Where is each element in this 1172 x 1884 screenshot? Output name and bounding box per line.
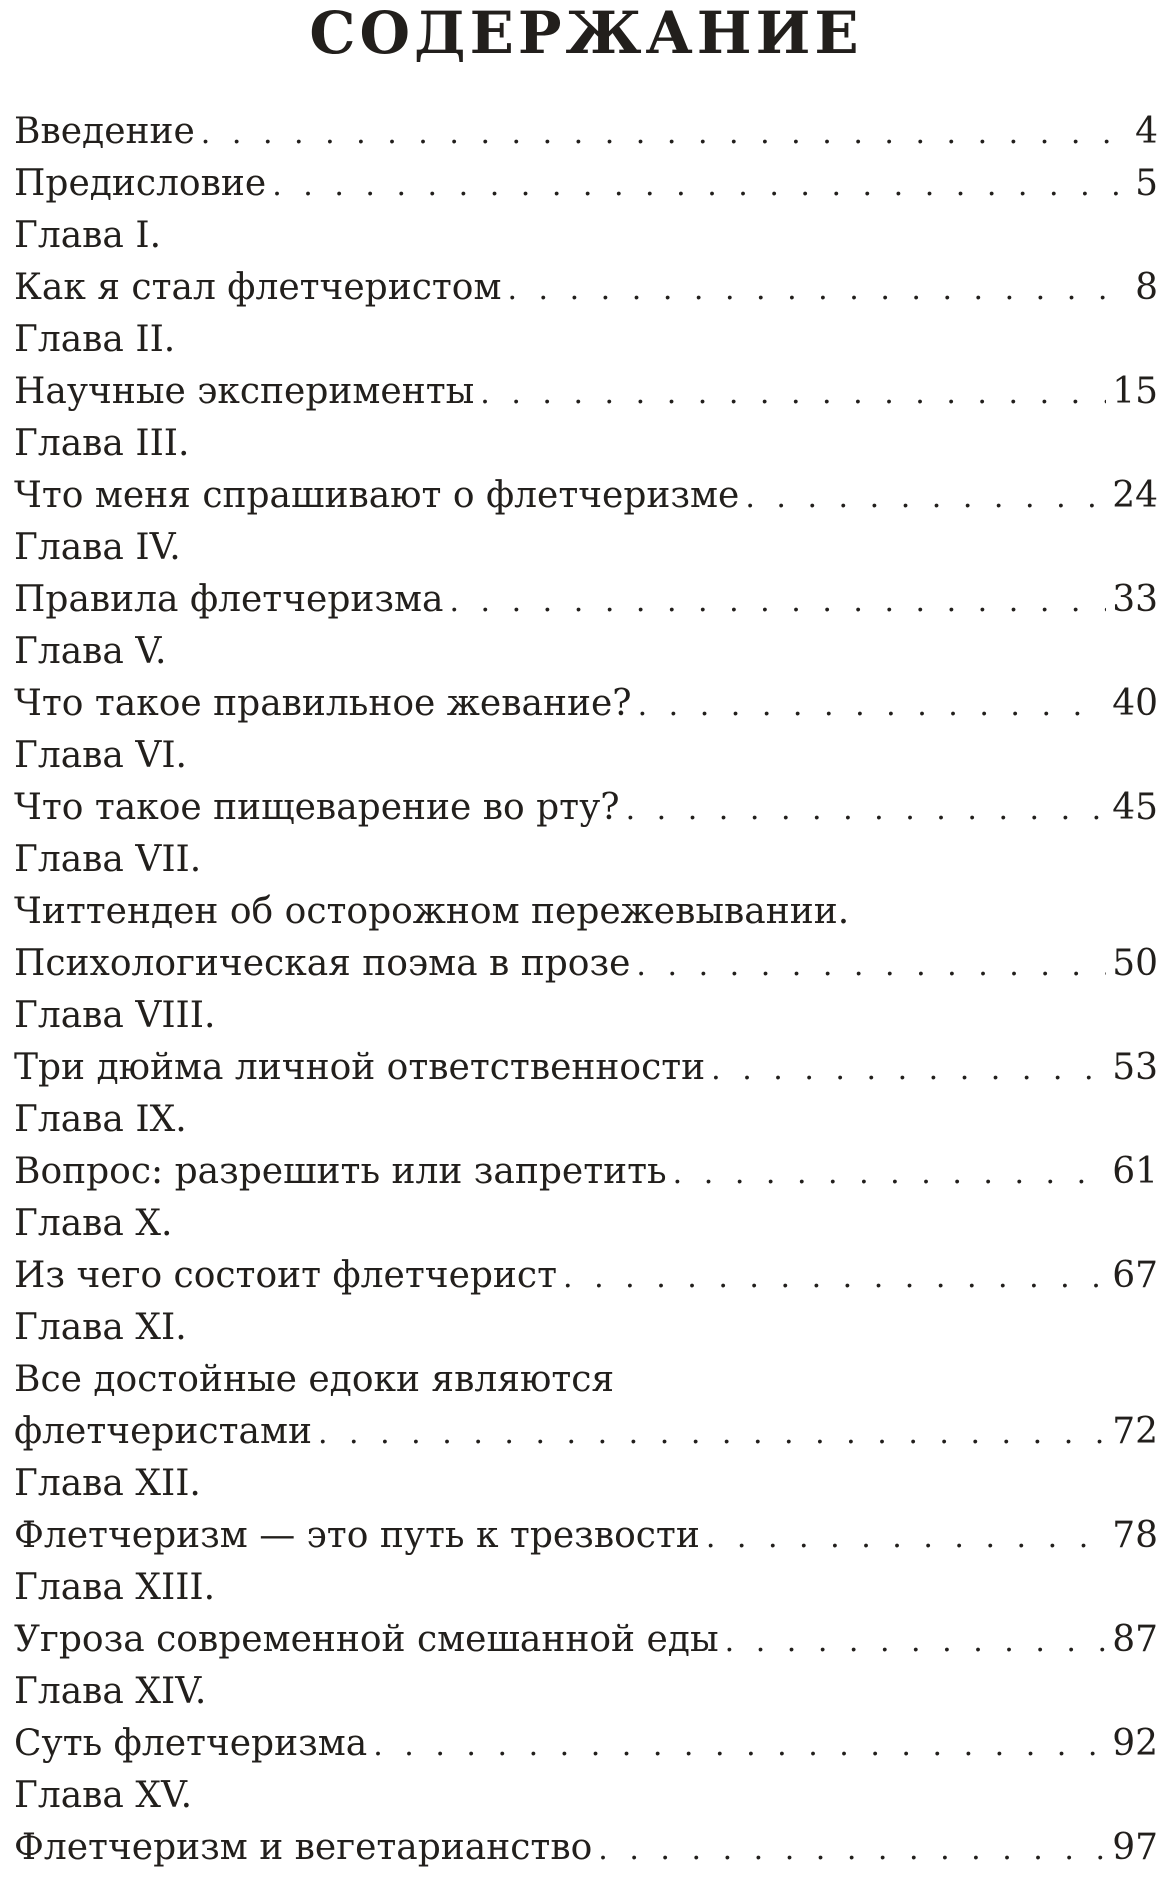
chapter-label: Глава VIII. xyxy=(14,995,216,1036)
toc-entry[interactable] xyxy=(14,158,1158,210)
dot-leader xyxy=(563,1252,1106,1304)
toc-entry[interactable] xyxy=(14,314,1158,418)
toc-entry-line xyxy=(14,1406,1158,1458)
toc-entry-line xyxy=(14,1718,1158,1770)
toc-entry[interactable] xyxy=(14,1458,1158,1562)
page-number: 61 xyxy=(1112,1151,1158,1192)
toc-entry[interactable] xyxy=(14,418,1158,522)
entry-title: Читтенден об осторожном пережевывании. xyxy=(14,891,850,932)
chapter-label: Глава XIII. xyxy=(14,1567,216,1608)
entry-title: Угроза современной смешанной еды xyxy=(14,1619,719,1660)
toc-entry-line xyxy=(14,1822,1158,1874)
toc-entry-line xyxy=(14,366,1158,418)
entry-title: Вопрос: разрешить или запретить xyxy=(14,1151,667,1192)
chapter-label: Глава XI. xyxy=(14,1307,187,1348)
entry-title: Предисловие xyxy=(14,163,267,204)
page-number: 5 xyxy=(1135,163,1158,204)
page-number: 50 xyxy=(1112,943,1158,984)
dot-leader xyxy=(636,940,1106,992)
chapter-label: Глава III. xyxy=(14,423,190,464)
entry-title: Суть флетчеризма xyxy=(14,1723,368,1764)
chapter-label: Глава XII. xyxy=(14,1463,201,1504)
page-number: 67 xyxy=(1112,1255,1158,1296)
page-number: 15 xyxy=(1112,371,1158,412)
chapter-label: Глава I. xyxy=(14,215,162,256)
chapter-label: Глава IV. xyxy=(14,527,181,568)
chapter-label: Глава II. xyxy=(14,319,176,360)
entry-title: Как я стал флетчеристом xyxy=(14,267,502,308)
toc-entry-line xyxy=(14,470,1158,522)
toc-entry-line xyxy=(14,1250,1158,1302)
entry-title: Флетчеризм — это путь к трезвости xyxy=(14,1515,700,1556)
toc-entry-line xyxy=(14,158,1158,210)
page-number: 87 xyxy=(1112,1619,1158,1660)
entry-title: флетчеристами xyxy=(14,1411,312,1452)
dot-leader xyxy=(201,108,1129,160)
entry-title: Три дюйма личной ответственности xyxy=(14,1047,706,1088)
entry-title: Что меня спрашивают о флетчеризме xyxy=(14,475,740,516)
dot-leader xyxy=(745,472,1106,524)
dot-leader xyxy=(480,368,1106,420)
dot-leader xyxy=(507,264,1129,316)
toc-entry-line xyxy=(14,262,1158,314)
dot-leader xyxy=(706,1512,1106,1564)
toc-entry[interactable] xyxy=(14,210,1158,314)
toc-entry[interactable] xyxy=(14,522,1158,626)
entry-title: Введение xyxy=(14,111,195,152)
toc-entry[interactable] xyxy=(14,1770,1158,1874)
entry-title: Что такое пищеварение во рту? xyxy=(14,787,620,828)
dot-leader xyxy=(638,680,1107,732)
toc-entry[interactable] xyxy=(14,1198,1158,1302)
dot-leader xyxy=(598,1824,1106,1876)
chapter-label: Глава X. xyxy=(14,1203,173,1244)
page-number: 78 xyxy=(1112,1515,1158,1556)
dot-leader xyxy=(711,1044,1106,1096)
entry-title: Флетчеризм и вегетарианство xyxy=(14,1827,593,1868)
toc-entry[interactable] xyxy=(14,626,1158,730)
chapter-label: Глава V. xyxy=(14,631,167,672)
page-number: 45 xyxy=(1112,787,1158,828)
entry-title: Научные эксперименты xyxy=(14,371,475,412)
toc-entry-line xyxy=(14,574,1158,626)
table-of-contents xyxy=(14,106,1158,1874)
page-title: СОДЕРЖАНИЕ xyxy=(309,0,863,67)
page-number: 72 xyxy=(1112,1411,1158,1452)
page-number: 97 xyxy=(1112,1827,1158,1868)
toc-entry[interactable] xyxy=(14,1094,1158,1198)
toc-entry-line-wrap xyxy=(14,886,1158,938)
entry-title: Правила флетчеризма xyxy=(14,579,444,620)
toc-entry[interactable] xyxy=(14,834,1158,990)
toc-entry[interactable] xyxy=(14,990,1158,1094)
toc-entry[interactable] xyxy=(14,730,1158,834)
toc-entry[interactable] xyxy=(14,1666,1158,1770)
toc-entry-line xyxy=(14,782,1158,834)
dot-leader xyxy=(272,160,1129,212)
toc-entry-line xyxy=(14,1042,1158,1094)
toc-entry[interactable] xyxy=(14,106,1158,158)
chapter-label: Глава VII. xyxy=(14,839,202,880)
page-number: 4 xyxy=(1135,111,1158,152)
dot-leader xyxy=(449,576,1106,628)
page-number: 53 xyxy=(1112,1047,1158,1088)
toc-entry-line xyxy=(14,106,1158,158)
toc-entry-line xyxy=(14,1614,1158,1666)
entry-title: Психологическая поэма в прозе xyxy=(14,943,631,984)
dot-leader xyxy=(373,1720,1106,1772)
entry-title: Из чего состоит флетчерист xyxy=(14,1255,557,1296)
toc-entry-line xyxy=(14,678,1158,730)
dot-leader xyxy=(725,1616,1107,1668)
toc-entry[interactable] xyxy=(14,1302,1158,1458)
entry-title: Что такое правильное жевание? xyxy=(14,683,632,724)
chapter-label: Глава VI. xyxy=(14,735,188,776)
chapter-label: Глава IX. xyxy=(14,1099,187,1140)
page-number: 92 xyxy=(1112,1723,1158,1764)
toc-entry[interactable] xyxy=(14,1562,1158,1666)
page-number: 24 xyxy=(1112,475,1158,516)
page-number: 33 xyxy=(1112,579,1158,620)
toc-entry-line-wrap xyxy=(14,1354,1158,1406)
dot-leader xyxy=(318,1408,1106,1460)
toc-entry-line xyxy=(14,938,1158,990)
toc-entry-line xyxy=(14,1146,1158,1198)
toc-entry-line xyxy=(14,1510,1158,1562)
entry-title: Все достойные едоки являются xyxy=(14,1359,615,1400)
page-number: 40 xyxy=(1112,683,1158,724)
dot-leader xyxy=(673,1148,1107,1200)
dot-leader xyxy=(626,784,1107,836)
page-number: 8 xyxy=(1135,267,1158,308)
chapter-label: Глава XV. xyxy=(14,1775,193,1816)
chapter-label: Глава XIV. xyxy=(14,1671,207,1712)
